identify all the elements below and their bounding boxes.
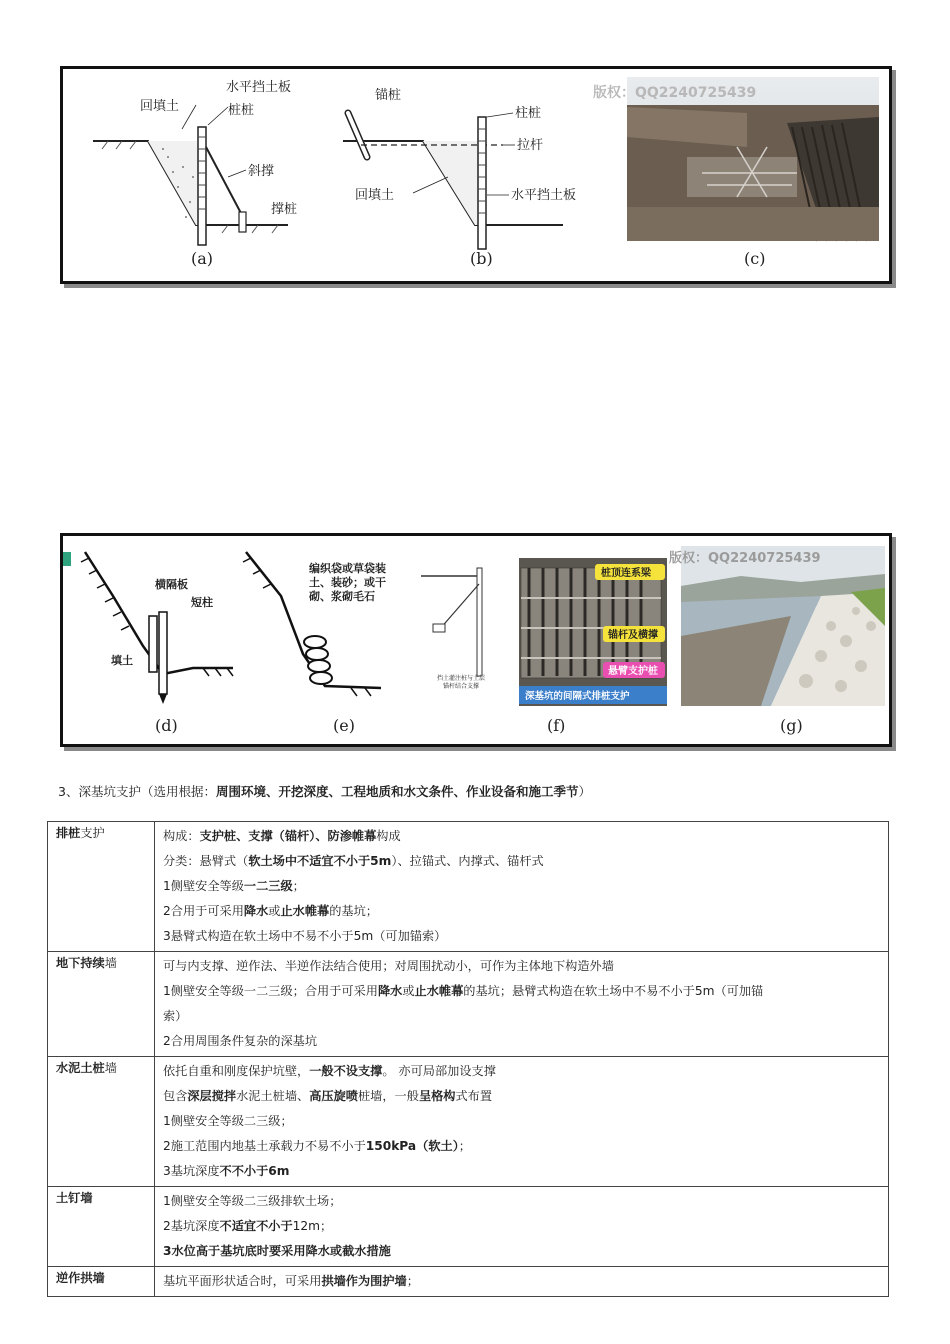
description-line [163,1269,880,1294]
label-pile-anchor-2: 锚杆结合支撑 [443,683,480,690]
intro-prefix: 3、深基坑支护（选用根据： [58,784,216,799]
description-line [163,824,880,849]
label-horizontal-board: 水平挡土板 [226,80,292,95]
plain-text: 2合用周围条件复杂的深基坑 [163,1034,318,1048]
description-line [163,1004,880,1029]
plain-text: 1侧壁安全等级二三级； [163,1114,293,1128]
caption-b: (b) [470,249,493,268]
label-support-pile: 撑桩 [271,202,298,217]
emphasis-text: 不不小于6m [219,1164,290,1178]
plain-text: 2基坑深度 [163,1219,220,1233]
table-body [48,822,889,1297]
emphasis-text: 降水 [243,904,269,918]
method-description [155,952,889,1057]
label-backfill: 回填土 [140,99,180,114]
emphasis-text: 呈格构 [418,1089,456,1103]
emphasis-text: 止水帷幕 [414,984,464,998]
table-row [48,1267,889,1297]
diagram-b [333,77,623,257]
emphasis-text: 高压旋喷 [309,1089,358,1103]
plain-text: 。 亦可局部加设支撑 [382,1064,496,1078]
plain-text: 可与内支撑、逆作法、半逆作法结合使用；对周围扰动小，可作为主体地下构造外墙 [163,959,614,973]
plain-text: 的基坑；悬臂式构造在软土场中不易不小于5m（可加锚 [463,984,764,998]
emphasis-text: 不适宜不小于 [219,1219,293,1233]
method-name [48,1057,155,1187]
photo-f [519,558,667,706]
label-pile: 桩桩 [228,103,255,118]
label-partition-board: 横隔板 [155,578,188,591]
emphasis-text: 一般不设支撑 [309,1064,383,1078]
plain-text: 构成： [163,829,200,843]
plain-text: 或 [402,984,415,998]
plain-text: 包含 [163,1089,188,1103]
plain-text: 2施工范围内地基土承载力不易不小于 [163,1139,366,1153]
description-line [163,1239,880,1264]
label-brace: 斜撑 [248,164,275,179]
emphasis-text: 一二三级 [243,879,293,893]
plain-text: 1侧壁安全等级 [163,879,244,893]
method-name-bold: 逆作拱墙 [56,1271,105,1285]
label-horizontal-board-b: 水平挡土板 [511,188,577,203]
table-row [48,1187,889,1267]
emphasis-text: 支护桩、支撑（锚杆）、防渗帷幕 [199,829,377,843]
method-name-bold: 水泥土桩 [56,1061,105,1075]
method-description [155,822,889,952]
plain-text: 3基坑深度 [163,1164,220,1178]
emphasis-text: 150kPa（软土） [365,1139,459,1153]
description-line [163,1134,880,1159]
description-line [163,899,880,924]
caption-f: (f) [547,716,566,735]
label-tie-rod: 拉杆 [517,138,544,153]
intro-suffix: ） [578,784,591,799]
caption-a: (a) [191,249,214,268]
description-line [163,954,880,979]
caption-c: (c) [744,249,766,268]
label-pile-anchor-1: 挡土灌注桩与土层 [437,675,486,682]
caption-g: (g) [780,716,803,735]
label-fill-soil: 填土 [111,654,133,667]
plain-text: 水泥土桩墙、 [236,1089,310,1103]
method-name [48,1267,155,1297]
method-description [155,1057,889,1187]
table-row [48,952,889,1057]
diagram-a [88,77,318,257]
plain-text: 1侧壁安全等级一二三级；合用于可采用 [163,984,378,998]
method-description [155,1267,889,1297]
method-name-bold: 地下持续 [56,956,105,970]
description-line [163,1159,880,1184]
description-line [163,924,880,949]
plain-text: 基坑平面形状适合时，可采用 [163,1274,322,1288]
emphasis-text: 软土场中不适宜不小于5m [248,854,392,868]
plain-text: 桩墙，一般 [358,1089,419,1103]
label-backfill-b: 回填土 [355,188,395,203]
caption-d: (d) [155,716,178,735]
label-column-pile: 柱桩 [515,106,542,121]
plain-text: ； [406,1274,419,1288]
diagram-f [419,556,519,706]
method-description [155,1187,889,1267]
description-line [163,1189,880,1214]
plain-text: ； [458,1139,471,1153]
photo-c [593,77,879,241]
emphasis-text: 深层搅拌 [187,1089,237,1103]
tag-pile-beam: 桩顶连系梁 [601,568,651,579]
table-row [48,822,889,952]
support-methods-table [47,821,889,1297]
diagram-e [241,546,421,711]
photo-g [669,546,885,706]
method-name-bold: 土钉墙 [56,1191,93,1205]
watermark-g: 版权：QQ2240725439 [669,551,821,566]
description-line [163,1029,880,1054]
tag-cantilever-pile: 悬臂支护桩 [608,666,658,677]
table-row [48,1057,889,1187]
label-bag-line-1: 编织袋或草袋装 [309,562,386,575]
plain-text: 或 [268,904,281,918]
method-name [48,952,155,1057]
emphasis-text: 3水位高于基坑底时要采用降水或截水措施 [163,1244,391,1258]
method-name [48,1187,155,1267]
plain-text: 构成 [376,829,401,843]
plain-text: ； [292,879,305,893]
emphasis-text: 降水 [377,984,403,998]
section-heading [58,782,591,800]
label-bag-line-3: 砌、浆砌毛石 [309,590,375,603]
plain-text: ）、拉锚式、内撑式、锚杆式 [391,854,544,868]
description-line [163,1084,880,1109]
description-line [163,849,880,874]
plain-text: 12m； [292,1219,333,1233]
method-name-suffix: 墙 [104,1061,117,1075]
method-name-bold: 排桩 [56,826,81,840]
description-line [163,874,880,899]
label-bag-line-2: 土、装砂；或干 [309,576,386,589]
emphasis-text: 拱墙作为围护墙 [321,1274,407,1288]
plain-text: 分类：悬臂式（ [163,854,249,868]
description-line [163,1059,880,1084]
plain-text: 索） [163,1009,188,1023]
plain-text: 1侧壁安全等级二三级排软土场； [163,1194,342,1208]
figure-2 [60,533,892,747]
description-line [163,979,880,1004]
method-name-suffix: 支护 [80,826,105,840]
photo-f-caption: 深基坑的间隔式排桩支护 [525,691,630,702]
plain-text: 式布置 [455,1089,493,1103]
plain-text: 的基坑； [329,904,378,918]
description-line [163,1214,880,1239]
tag-anchor-brace: 锚杆及横撑 [608,630,658,641]
intro-criteria: 周围环境、开挖深度、工程地质和水文条件、作业设备和施工季节 [215,784,579,799]
description-line [163,1109,880,1134]
figure-1 [60,66,892,284]
method-name-suffix: 墙 [104,956,117,970]
plain-text: 3悬臂式构造在软土场中不易不小于5m（可加锚索） [163,929,447,943]
label-short-column: 短柱 [191,596,213,609]
caption-e: (e) [333,716,355,735]
watermark-c: 版权：QQ2240725439 [593,85,757,101]
label-anchor-pile: 锚桩 [375,88,402,103]
diagram-d [63,546,243,711]
plain-text: 2合用于可采用 [163,904,244,918]
method-name [48,822,155,952]
emphasis-text: 止水帷幕 [280,904,330,918]
plain-text: 依托自重和刚度保护坑壁， [163,1064,310,1078]
